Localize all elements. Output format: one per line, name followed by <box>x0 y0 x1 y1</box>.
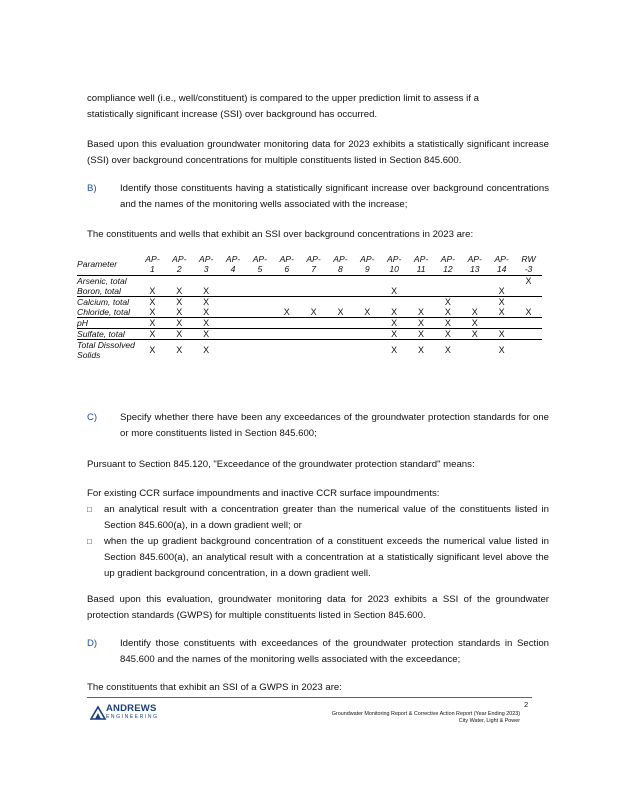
item-d <box>87 636 549 668</box>
item-b-label: B) <box>87 183 97 194</box>
well-header <box>515 254 542 276</box>
ssi-mark-cell <box>354 318 381 329</box>
ssi-mark-cell: X <box>461 329 488 340</box>
ssi-mark-cell <box>354 297 381 308</box>
ssi-mark-cell <box>220 329 247 340</box>
ssi-mark-cell <box>220 307 247 318</box>
ssi-mark-cell: X <box>166 318 193 329</box>
ssi-mark-cell <box>300 297 327 308</box>
ssi-mark-cell <box>246 286 273 297</box>
well-header <box>434 254 461 276</box>
ssi-mark-cell <box>381 276 408 287</box>
ssi-mark-cell: X <box>461 318 488 329</box>
well-header-top: AP- <box>279 254 294 264</box>
ssi-mark-cell <box>461 340 488 361</box>
item-d-label: D) <box>87 638 98 649</box>
table-row <box>77 286 542 297</box>
ssi-mark-cell: X <box>381 286 408 297</box>
ssi-mark-cell <box>166 276 193 287</box>
ssi-mark-cell <box>434 276 461 287</box>
ssi-mark-cell <box>300 329 327 340</box>
ssi-mark-cell: X <box>176 297 183 307</box>
ssi-mark-cell <box>246 329 273 340</box>
ssi-mark-cell <box>273 297 300 308</box>
ssi-mark-cell: X <box>139 318 166 329</box>
ssi-mark-cell: X <box>408 307 435 318</box>
ssi-mark-cell <box>273 276 300 287</box>
ssi-mark-cell <box>246 276 273 287</box>
ssi-mark-cell: X <box>203 297 210 307</box>
table-intro: The constituents and wells that exhibit an SSI over background concentrations in 2023 are: <box>87 229 474 240</box>
bullet-marker-icon: □ <box>87 505 92 514</box>
parameter-cell: Boron, total <box>77 286 139 297</box>
ssi-mark-cell <box>327 286 354 297</box>
ssi-mark-cell: X <box>300 307 327 318</box>
table-row <box>77 340 542 361</box>
ssi-mark-cell: X <box>444 297 451 307</box>
well-header-top: AP- <box>225 254 241 264</box>
ssi-mark-cell: X <box>408 329 435 340</box>
ssi-mark-cell: X <box>193 286 220 297</box>
well-header-top: AP- <box>413 254 429 264</box>
ssi-mark-cell: X <box>391 345 398 355</box>
intro-line-2: statistically significant increase (SSI) over background has occurred. <box>87 109 378 120</box>
ssi-mark-cell <box>461 286 488 297</box>
ssi-mark-cell <box>300 340 327 361</box>
well-header <box>273 254 300 276</box>
ssi-mark-cell: X <box>166 307 193 318</box>
ssi-mark-cell <box>273 340 300 361</box>
ssi-table <box>77 254 542 360</box>
ssi-mark-cell: X <box>418 345 425 355</box>
well-header <box>300 254 327 276</box>
ssi-mark-cell <box>408 276 435 287</box>
ssi-mark-cell: X <box>176 345 183 355</box>
item-d-text: Identify those constituents with exceedances of the groundwater protection standards in Section 845.600 and the names of the monitoring wells associated with the exceedance; <box>120 638 549 665</box>
ssi-mark-cell <box>327 276 354 287</box>
well-header-bottom: 7 <box>311 264 316 274</box>
footer-report-title: Groundwater Monitoring Report & Corrective Action Report (Year Ending 2023) <box>331 711 520 717</box>
well-header <box>381 254 408 276</box>
ssi-mark-cell: X <box>193 318 220 329</box>
bullet-item <box>87 534 549 582</box>
ssi-mark-cell: X <box>166 329 193 340</box>
well-header-top: RW <box>521 254 536 264</box>
item-b-text: Identify those constituents having a statistically significant increase over background concentrations and the names of the monitoring wells associated with the increase; <box>120 183 549 210</box>
ssi-mark-cell <box>246 307 273 318</box>
ssi-mark-cell: X <box>408 318 435 329</box>
ssi-mark-cell <box>515 329 542 340</box>
well-header-top: AP- <box>440 254 456 264</box>
well-header <box>354 254 381 276</box>
ssi-mark-cell <box>273 286 300 297</box>
well-header-bottom: 6 <box>284 264 290 274</box>
ssi-mark-cell: X <box>327 307 354 318</box>
well-header-top: AP- <box>333 254 348 264</box>
ssi-mark-cell: X <box>498 345 505 355</box>
ssi-table-header <box>77 254 542 276</box>
well-header-bottom: 10 <box>389 264 399 274</box>
table-row <box>77 318 542 329</box>
item-c-label: C) <box>87 412 98 423</box>
ssi-mark-cell <box>408 286 435 297</box>
well-header-bottom: 2 <box>176 264 182 274</box>
parameter-cell: Calcium, total <box>77 297 130 307</box>
ssi-mark-cell <box>515 318 542 329</box>
well-header-top: AP- <box>172 254 187 264</box>
ssi-mark-cell <box>327 297 354 308</box>
parameter-header: Parameter <box>77 254 139 276</box>
ssi-mark-cell <box>246 318 273 329</box>
item-c <box>87 410 549 442</box>
logo-subtitle: ENGINEERING <box>106 714 159 720</box>
ssi-mark-cell: X <box>139 329 166 340</box>
ssi-mark-cell: X <box>193 329 220 340</box>
ssi-mark-cell <box>300 276 327 287</box>
well-header-top: AP- <box>145 254 160 264</box>
well-header-top: AP- <box>252 254 268 264</box>
ssi-mark-cell <box>327 318 354 329</box>
ssi-mark-cell <box>273 318 300 329</box>
well-header-bottom: 8 <box>338 264 343 274</box>
parameter-cell: pH <box>77 318 139 329</box>
ssi-mark-cell <box>273 329 300 340</box>
ssi-mark-cell: X <box>203 345 210 355</box>
page-number: 2 <box>524 700 529 709</box>
well-header <box>139 254 166 276</box>
table-row <box>77 276 542 287</box>
ssi-mark-cell <box>354 340 381 361</box>
ssi-mark-cell: X <box>488 329 515 340</box>
ssi-mark-cell: X <box>461 307 488 318</box>
ssi-mark-cell <box>220 318 247 329</box>
ssi-mark-cell <box>434 286 461 297</box>
well-header-top: AP- <box>198 254 214 264</box>
ssi-mark-cell <box>327 340 354 361</box>
table-row <box>77 329 542 340</box>
ssi-mark-cell <box>220 340 247 361</box>
well-header <box>461 254 488 276</box>
ssi-mark-cell: X <box>525 276 532 286</box>
well-header <box>193 254 220 276</box>
ssi-mark-cell: X <box>149 345 156 355</box>
well-header-bottom: 11 <box>416 264 426 274</box>
ssi-mark-cell <box>220 276 247 287</box>
well-header-bottom: 13 <box>469 264 480 274</box>
ssi-mark-cell <box>246 340 273 361</box>
ssi-mark-cell <box>246 297 273 308</box>
well-header <box>246 254 273 276</box>
ssi-mark-cell <box>193 276 220 287</box>
ssi-mark-cell <box>220 297 247 308</box>
ssi-mark-cell: X <box>498 297 505 307</box>
ssi-mark-cell <box>220 286 247 297</box>
ssi-mark-cell <box>461 297 488 308</box>
ssi-mark-cell <box>300 286 327 297</box>
ssi-mark-cell: X <box>488 307 515 318</box>
well-header <box>327 254 354 276</box>
ssi-mark-cell: X <box>139 286 166 297</box>
ssi-mark-cell <box>515 340 542 361</box>
ssi-mark-cell <box>408 297 435 308</box>
well-header-bottom: 5 <box>257 264 263 274</box>
ssi-mark-cell: X <box>434 318 461 329</box>
ssi-mark-cell <box>300 318 327 329</box>
ssi-mark-cell <box>354 329 381 340</box>
ssi-mark-cell <box>515 297 542 308</box>
well-header-bottom: 9 <box>364 264 370 274</box>
ssi-mark-cell <box>139 276 166 287</box>
ssi-mark-cell: X <box>149 297 156 307</box>
ssi-mark-cell: X <box>354 307 381 318</box>
well-header-bottom: 4 <box>230 264 236 274</box>
ssi-table-body <box>77 276 542 361</box>
ssi-mark-cell <box>354 276 381 287</box>
bullet-marker-icon: □ <box>87 537 92 546</box>
existing-text: For existing CCR surface impoundments and inactive CCR surface impoundments: <box>87 488 440 499</box>
well-header-top: AP- <box>494 254 509 264</box>
ssi-mark-cell: X <box>444 345 451 355</box>
ssi-mark-cell <box>488 318 515 329</box>
table-row <box>77 297 542 308</box>
bullet-text: an analytical result with a concentration greater than the numerical value of the constituents listed in Section 845.600(a), in a down gradient well; or <box>104 504 549 531</box>
bullet-item <box>87 502 549 534</box>
well-header-bottom: 3 <box>203 264 209 274</box>
ssi-mark-cell: X <box>381 307 408 318</box>
ssi-mark-cell <box>461 276 488 287</box>
ssi-mark-cell: X <box>193 307 220 318</box>
parameter-cell: Arsenic, total <box>77 276 127 286</box>
ssi-mark-cell: X <box>515 307 542 318</box>
parameter-cell: Total Dissolved Solids <box>77 340 135 360</box>
intro-line-1: compliance well (i.e., well/constituent) is compared to the upper prediction limit to assess if a <box>87 93 479 104</box>
footer-client: City Water, Light & Power <box>458 718 520 724</box>
well-header <box>408 254 435 276</box>
ssi-mark-cell: X <box>488 286 515 297</box>
ssi-mark-cell <box>515 286 542 297</box>
gwps-paragraph: Based upon this evaluation, groundwater monitoring data for 2023 exhibits a SSI of the groundwater protection standards (GWPS) for multiple constituents listed in Section 845.600. <box>87 594 549 621</box>
well-header-bottom: 12 <box>443 264 453 274</box>
well-header-bottom: 14 <box>496 264 507 274</box>
well-header-top: AP- <box>306 254 321 264</box>
well-header-bottom: -3 <box>524 264 533 274</box>
item-b <box>87 181 549 213</box>
pursuant-text: Pursuant to Section 845.120, "Exceedance of the groundwater protection standard" means: <box>87 459 475 470</box>
ssi-mark-cell: X <box>166 286 193 297</box>
well-header-top: AP- <box>467 254 482 264</box>
ssi-mark-cell <box>381 297 408 308</box>
ssi-mark-cell: X <box>273 307 300 318</box>
bullet-text: when the up gradient background concentration of a constituent exceeds the numerical value listed in Section 845.600(a), an analytical result with a concentration at a statistically significant level above the up gradient background concentration, in a down gradient well. <box>104 536 549 579</box>
ssi-mark-cell: X <box>381 318 408 329</box>
table-row <box>77 307 542 318</box>
gwps-intro: The constituents that exhibit an SSI of a GWPS in 2023 are: <box>87 682 342 693</box>
ssi-mark-cell <box>327 329 354 340</box>
parameter-cell: Sulfate, total <box>77 329 139 340</box>
ssi-paragraph: Based upon this evaluation groundwater monitoring data for 2023 exhibits a statistically significant increase (SSI) over background concentrations for multiple constituents listed in Section 845.600. <box>87 139 549 166</box>
ssi-mark-cell: X <box>139 307 166 318</box>
item-c-text: Specify whether there have been any exceedances of the groundwater protection standards for one or more constituents listed in Section 845.600; <box>120 412 549 439</box>
well-header <box>220 254 247 276</box>
ssi-mark-cell <box>488 276 515 287</box>
well-header-top: AP- <box>387 254 402 264</box>
ssi-mark-cell: X <box>434 329 461 340</box>
well-header-top: AP- <box>360 254 375 264</box>
ssi-mark-cell: X <box>381 329 408 340</box>
logo-mark-inner-icon <box>95 713 101 719</box>
parameter-cell: Chloride, total <box>77 307 139 318</box>
footer-divider <box>87 697 532 698</box>
well-header <box>488 254 515 276</box>
ssi-mark-cell: X <box>434 307 461 318</box>
well-header <box>166 254 193 276</box>
ssi-mark-cell <box>354 286 381 297</box>
logo-name: ANDREWS <box>106 703 157 714</box>
well-header-bottom: 1 <box>150 264 155 274</box>
